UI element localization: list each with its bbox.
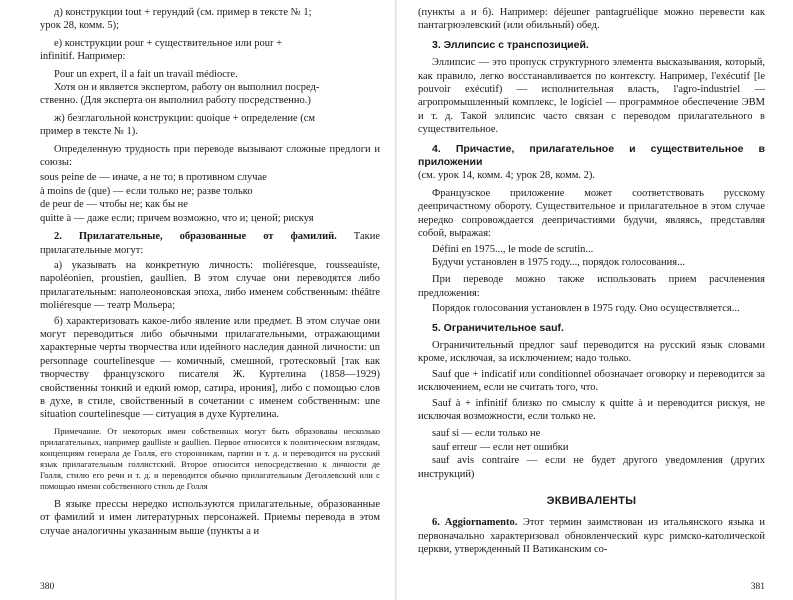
sauf-list (418, 427, 765, 481)
section-4-text: Французское приложение может соответствовать русскому деепричастному обороту. Существительное и прилагательное в этом случае нередко сопровождается деепричастиями будучи, являясь, представляя собой, выражая: (418, 187, 765, 240)
equivalents-heading: ЭКВИВАЛЕНТЫ (546, 495, 637, 507)
paragraph-press: В языке прессы нередко используются прилагательные, образованные от фамилий и имен литературных персонажей. Приемы перевода в этом случае аналогичны указанным выше (пункты а и (40, 498, 380, 537)
section-6-text: Этот термин заимствован из итальянского языка и первоначально характеризовал обновленческий курс римско-католической церкви, утвержденный II Ватиканским со- (418, 517, 765, 556)
text-line: ж) безглагольной конструкции: quoique + определение (см (54, 112, 316, 124)
example-french: Défini en 1975..., le mode de scrutin... (432, 243, 594, 255)
section-6 (418, 516, 765, 556)
section-5-paragraph-2: Sauf que + indicatif или conditionnel обозначает оговорку и переводится за исключением, если не считать того, что. (418, 368, 765, 394)
page-number: 381 (750, 581, 765, 592)
section-4-reference: (см. урок 14, комм. 4; урок 28, комм. 2). (418, 170, 595, 182)
example-french: Pour un expert, il a fait un travail médiocre. (54, 68, 238, 80)
text-line: пример в тексте № 1). (40, 126, 138, 138)
section-2-item-b: б) характеризовать какое-либо явление или предмет. В этом случае они могут переводиться либо обычными прилагательными, отражающими характерные черты творчества или идейного наследия данной личности: un personnage courtelinesque — комичный, смешной, гротесковый [так как творчеству французского писателя Ж. Куртелина (1858—1929) свойственны тонкий и едкий юмор, сатира, ирония], либо с помощью слов в духе, в стиле, свойственный в сочетании с именем собственным: une situation courtelinesque — ситуация в духе Куртелина. (40, 315, 380, 421)
section-4-heading: 4. Причастие, прилагательное и существительное в приложении (418, 142, 765, 169)
text-line: е) конструкции pour + существительное или pour + (54, 37, 283, 49)
example-e (40, 68, 380, 108)
section-4-examples (418, 243, 765, 270)
list-item: sous peine de — иначе, а не то; в противном случае (40, 172, 267, 184)
section-5-heading: 5. Ограничительное sauf. (432, 321, 564, 334)
left-page (0, 0, 396, 600)
list-item: à moins de (que) — если только не; разве только (40, 185, 253, 197)
example-translation: Будучи установлен в 1975 году..., порядок голосования... (432, 256, 685, 268)
continuation-paragraph: (пункты а и б). Например: déjeuner pantagruélique можно перевести как пантагрюэлевский (или обильный) обед. (418, 7, 765, 32)
list-item: sauf si — если только не (432, 428, 541, 440)
list-item: quitte à — даже если; причем возможно, что и; ценой; рискуя (40, 212, 314, 224)
list-item: de peur de — чтобы не; как бы не (40, 199, 188, 211)
section-2-text: Такие прилагательные могут: (40, 231, 380, 256)
section-6-heading: 6. Aggiornamento. (432, 517, 518, 529)
example-translation: ственно. (Для эксперта он выполнил работу посредственно.) (40, 95, 311, 107)
section-5-text: Ограничительный предлог sauf переводится на русский язык словами кроме, исключая, за исключением; надо только. (418, 339, 765, 365)
conjunction-list (40, 171, 380, 225)
item-e (40, 37, 380, 64)
page-number: 380 (40, 581, 55, 592)
item-d (40, 6, 380, 33)
example-translation: Хотя он и является экспертом, работу он выполнил посред- (54, 82, 320, 94)
section-3-text: Эллипсис — это пропуск структурного элемента высказывания, который, как правило, легко восстанавливается по контексту. Например, l'exécutif [le pouvoir exécutif) — исполнительная власть, l'agro-industriel — агропромышленный комплекс, le logiciel — программное обеспечение ЭВМ и т. д. Такой эллипсис часто связан с переводом прилагательного в существительное. (418, 57, 765, 136)
paragraph-difficulty: Определенную трудность при переводе вызывают сложные предлоги и союзы: (40, 143, 380, 169)
right-page (396, 0, 793, 600)
section-2-item-a: а) указывать на конкретную личность: moliéresque, rousseauiste, napoléonien, proustien, gaullien. В этом случае они переводятся либо прилагательным: наполеоновская эпоха, либо именем собственным: théâtre moliéresque — театр Мольера; (40, 259, 380, 312)
list-item: sauf erreur — если нет ошибки (432, 441, 569, 453)
item-zh (40, 112, 380, 139)
text-line: д) конструкции tout + герундий (см. пример в тексте № 1; (54, 7, 312, 18)
section-5-paragraph-3: Sauf à + infinitif близко по смыслу к quitte à и переводится рискуя, не исключая возможности, если только не. (418, 397, 765, 422)
section-2 (40, 230, 380, 257)
list-item: sauf avis contraire — если не будет другого уведомления (других инструкций) (418, 455, 765, 480)
section-4-paragraph-3: Порядок голосования установлен в 1975 году. Оно осуществляется... (432, 303, 740, 315)
text-line: урок 28, комм. 5); (40, 20, 120, 32)
footnote: Примечание. От некоторых имен собственных могут быть образованы несколько прилагательных, например gaulliste и gaullien. Первое относится к политическим взглядам, концепциям генерала де Голля, его сторонникам, партии и т. д. и переводится на русский язык прилагательным голлистский. Второе относится непосредственно к личности де Голля, стилю его речи и т. д. и переводится обычно прилагательным Деголлевский или с помощью имени собственного стиль де Голля (40, 425, 380, 491)
section-3-heading: 3. Эллипсис с транспозицией. (432, 38, 589, 51)
text-line: infinitif. Например: (40, 51, 126, 63)
section-4-paragraph-2: При переводе можно также использовать прием расчленения предложения: (418, 274, 765, 299)
section-2-heading: 2. Прилагательные, образованные от фамилий. (54, 231, 337, 243)
